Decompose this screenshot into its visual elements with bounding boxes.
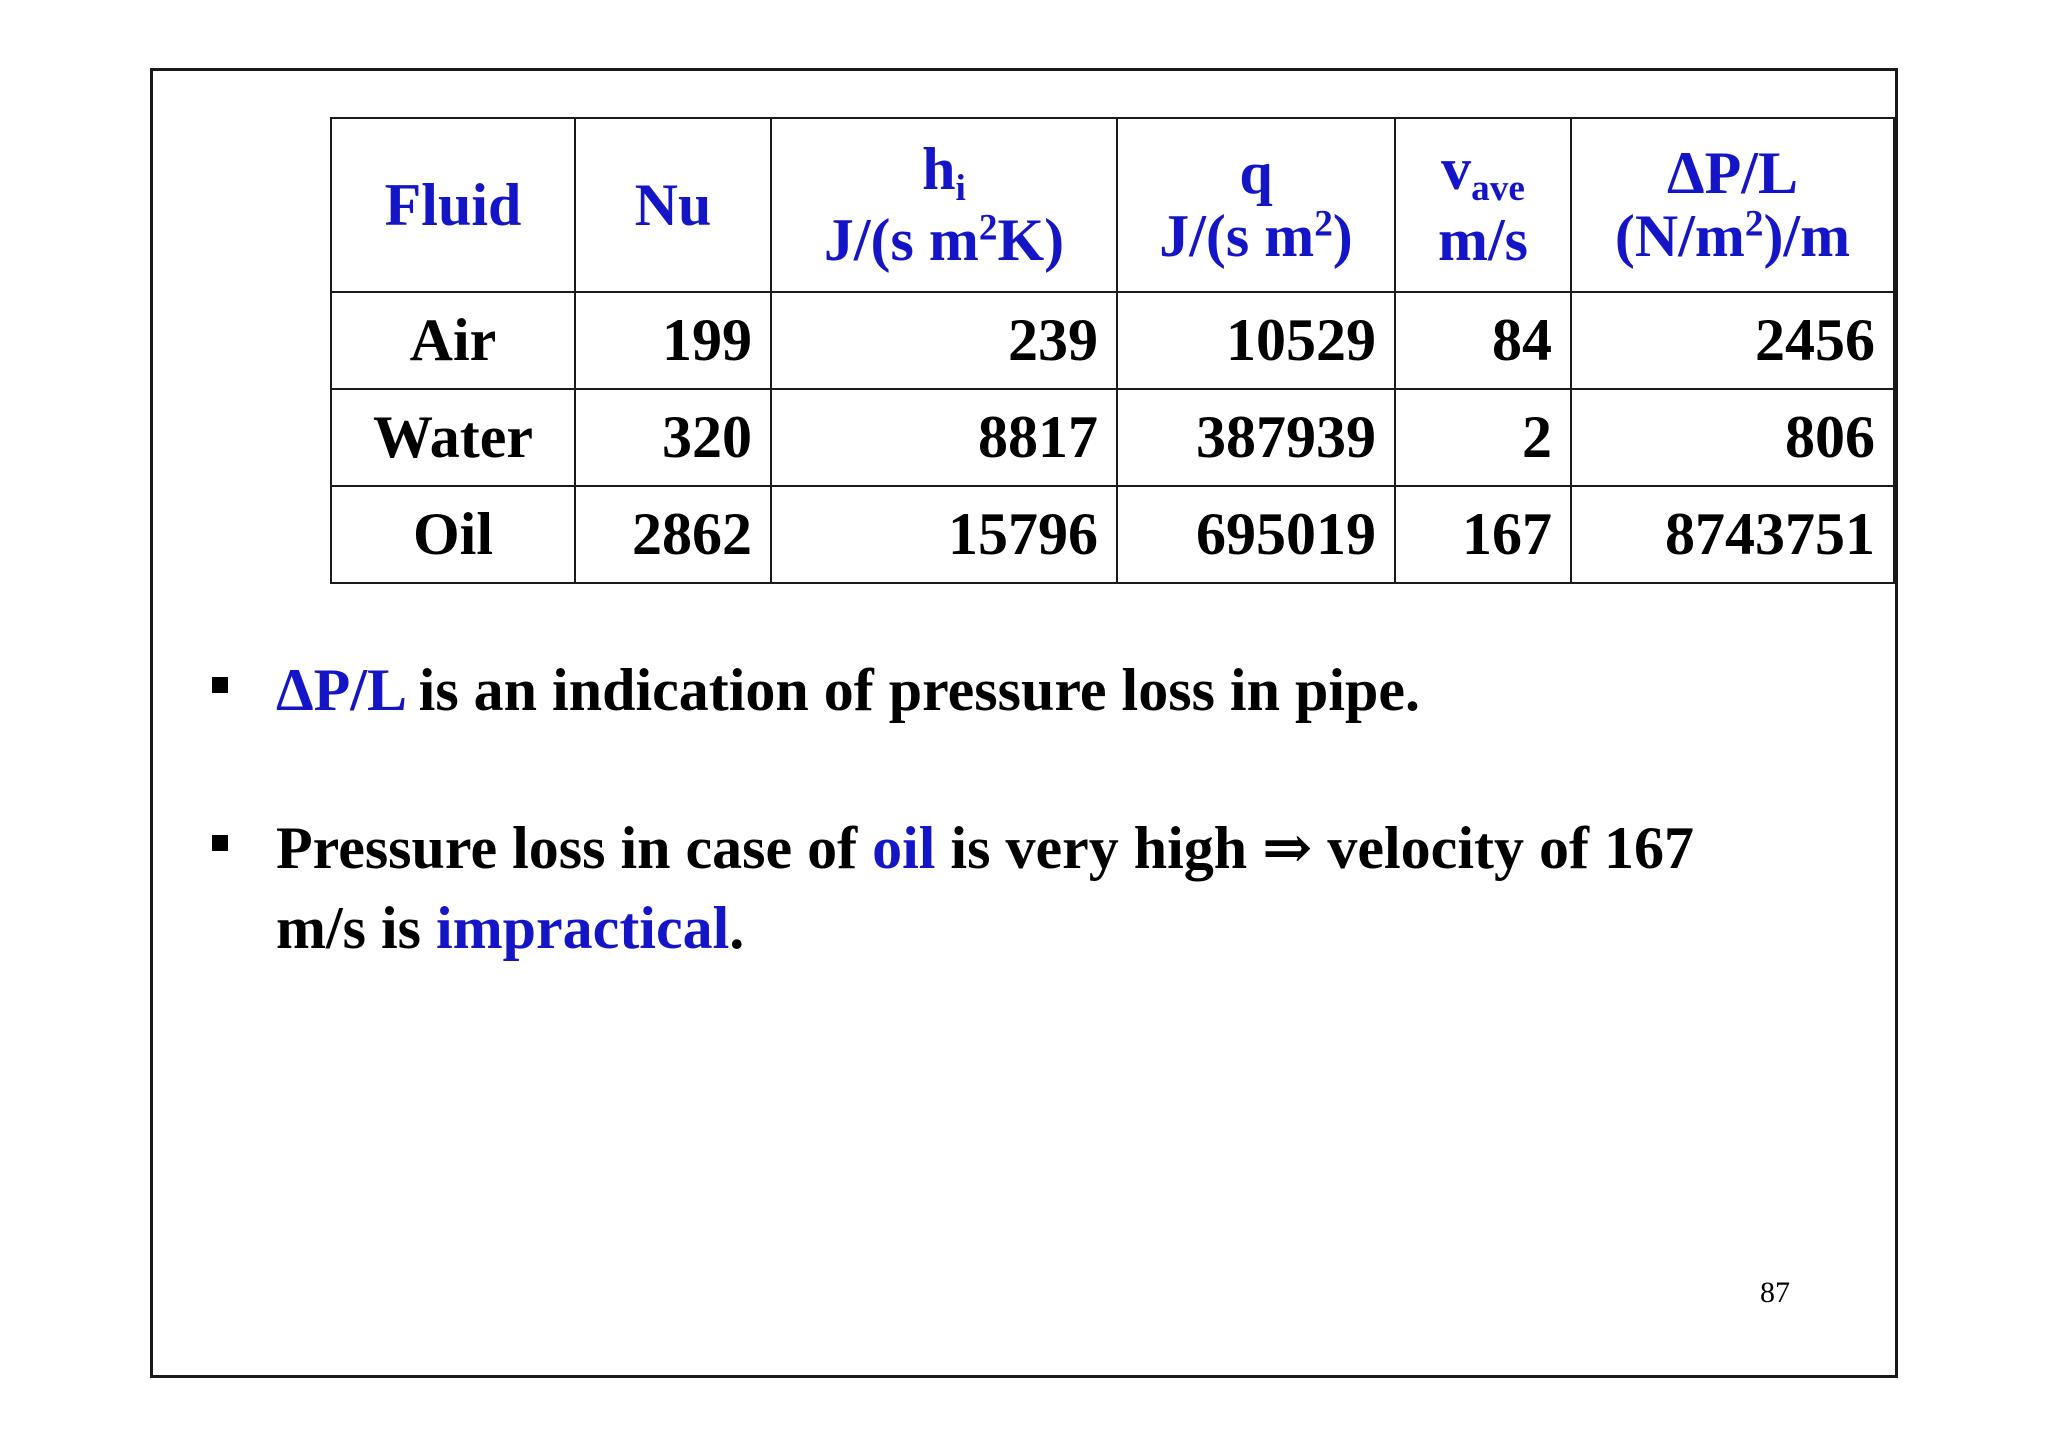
bullet-text: is an indication of pressure loss in pipe.	[403, 657, 1420, 723]
bullet-text-part-a: Pressure loss in case of	[276, 815, 873, 881]
bullet-list	[212, 650, 1772, 1046]
v-subscript: ave	[1471, 168, 1525, 210]
v-unit: m/s	[1438, 206, 1528, 273]
table-row-air	[331, 292, 1894, 389]
dp-unit-part-a: (N/m	[1614, 203, 1745, 269]
cell-v: 167	[1395, 486, 1571, 583]
cell-dp: 8743751	[1571, 486, 1894, 583]
table-header-row	[331, 118, 1894, 292]
cell-hi: 239	[771, 292, 1117, 389]
bullet-accent-oil: oil	[872, 815, 936, 881]
cell-q: 695019	[1117, 486, 1395, 583]
cell-fluid: Air	[331, 292, 575, 389]
cell-nu: 320	[575, 389, 771, 486]
heat-transfer-table	[330, 117, 1895, 584]
bullet-item-pressure-indication	[212, 650, 1772, 730]
cell-fluid: Oil	[331, 486, 575, 583]
cell-nu: 199	[575, 292, 771, 389]
table-row-water	[331, 389, 1894, 486]
header-v	[1395, 118, 1571, 292]
table-row-oil	[331, 486, 1894, 583]
cell-q: 10529	[1117, 292, 1395, 389]
cell-v: 2	[1395, 389, 1571, 486]
q-unit-part-a: J/(s m	[1159, 203, 1315, 269]
q-symbol: q	[1239, 140, 1273, 206]
cell-nu: 2862	[575, 486, 771, 583]
bullet-accent-impractical: impractical	[436, 895, 730, 961]
header-hi	[771, 118, 1117, 292]
header-v-symbol	[1410, 138, 1556, 208]
header-fluid	[331, 118, 575, 292]
bullet-item-oil-pressure-loss	[212, 808, 1772, 968]
cell-hi: 8817	[771, 389, 1117, 486]
header-hi-symbol	[786, 138, 1102, 208]
bullet-accent-dp: ΔP/L	[276, 657, 404, 723]
cell-dp: 806	[1571, 389, 1894, 486]
hi-unit-superscript: 2	[978, 207, 998, 249]
bullet-text-part-b: is very high ⇒ velocity of 167 m/s is	[276, 815, 1694, 961]
hi-symbol: h	[922, 136, 956, 203]
cell-hi: 15796	[771, 486, 1117, 583]
header-dp	[1571, 118, 1894, 292]
cell-fluid: Water	[331, 389, 575, 486]
hi-subscript: i	[955, 168, 966, 210]
cell-q: 387939	[1117, 389, 1395, 486]
dp-symbol: ΔP/L	[1667, 140, 1798, 206]
header-fluid-label: Fluid	[384, 171, 522, 238]
bullet-text-part-c: .	[729, 895, 745, 961]
square-bullet-icon	[212, 835, 228, 851]
square-bullet-icon	[212, 677, 228, 693]
q-unit-superscript: 2	[1314, 203, 1333, 245]
header-hi-unit	[786, 206, 1102, 273]
header-nu-label: Nu	[634, 171, 712, 238]
q-unit-part-b: )	[1332, 203, 1353, 269]
header-nu	[575, 118, 771, 292]
cell-v: 84	[1395, 292, 1571, 389]
page-number: 87	[1760, 1276, 1790, 1309]
hi-unit-part-b: K)	[997, 206, 1065, 273]
hi-unit-part-a: J/(s m	[823, 206, 979, 273]
v-symbol: v	[1441, 136, 1472, 203]
header-dp-unit	[1586, 205, 1879, 268]
header-q	[1117, 118, 1395, 292]
dp-unit-superscript: 2	[1744, 203, 1764, 245]
header-q-unit	[1132, 205, 1380, 268]
dp-unit-part-b: )/m	[1763, 203, 1851, 269]
cell-dp: 2456	[1571, 292, 1894, 389]
